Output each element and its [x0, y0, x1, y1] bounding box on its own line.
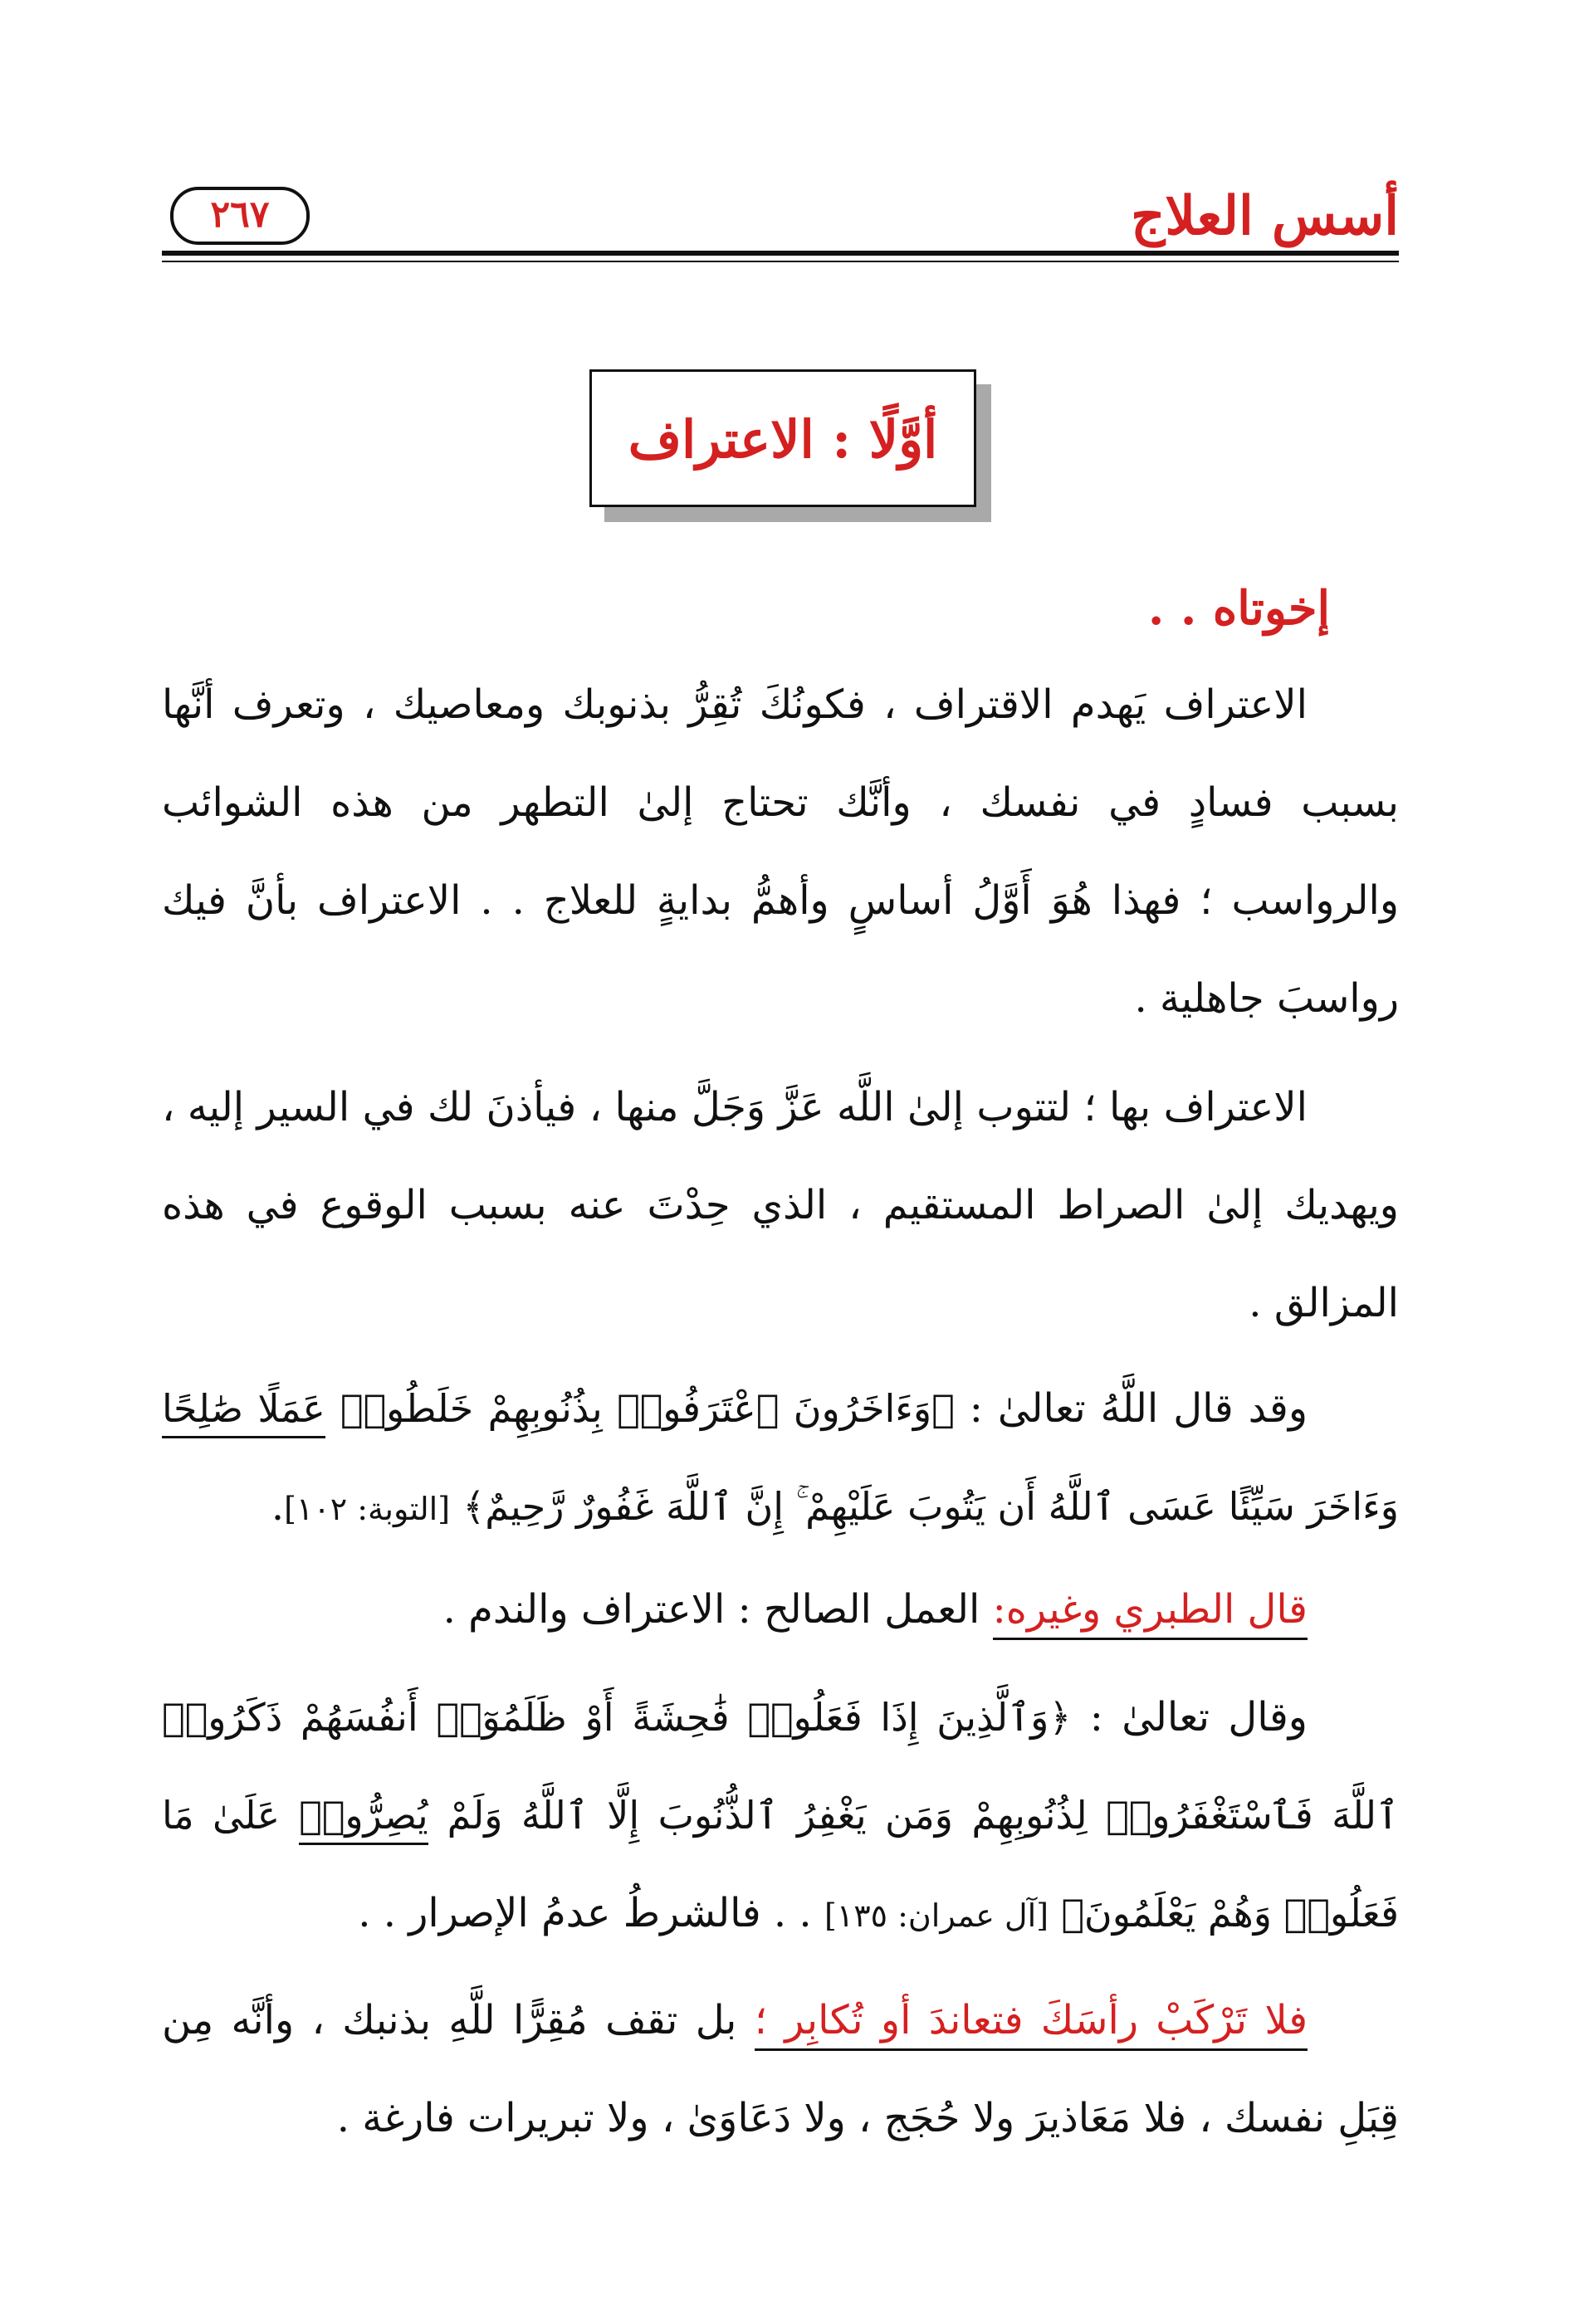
paragraph-5-tail: . . فالشرطُ عدمُ الإصرار . .	[358, 1890, 812, 1936]
header-rule-thin	[162, 261, 1399, 262]
running-title: أسس العلاج	[1131, 185, 1399, 247]
section-title: أوَّلًا : الاعتراف	[628, 409, 938, 470]
sentence-end: .	[271, 1483, 285, 1530]
quran-verse-part: عَلَىٰ مَا فَعَلُوا۟ وَهُمْ يَعْلَمُونَ﴾	[162, 1793, 1399, 1936]
quran-verse-part: ﴿وَٱلَّذِينَ إِذَا فَعَلُوا۟ فَٰحِشَةً أَوْ ظَلَمُوٓا۟ أَنفُسَهُمْ ذَكَرُوا۟ ٱللَّهَ فَٱسْتَغْفَرُوا۟ لِذُنُوبِهِمْ وَمَن يَغْفِرُ ٱلذُّنُوبَ إِلَّا ٱللَّهُ وَلَمْ	[162, 1695, 1399, 1838]
quran-verse-part: ﴿وَءَاخَرُونَ ٱعْتَرَفُوا۟ بِذُنُوبِهِمْ خَلَطُوا۟	[340, 1386, 955, 1431]
header-rule-thick	[162, 251, 1399, 256]
paragraph-6	[162, 1971, 1399, 2167]
paragraph-4	[162, 1560, 1399, 1658]
paragraph-3	[162, 1360, 1399, 1558]
paragraph-2: الاعتراف بها ؛ لتتوب إلىٰ اللَّه عَزَّ وَجَلَّ منها ، فيأذنَ لك في السير إليه ، ويهديك إلىٰ الصراط المستقيم ، الذي حِدْتَ عنه بسبب الوقوع في هذه المزالق .	[162, 1084, 1399, 1326]
verse-intro: وقد قال اللَّهُ تعالىٰ :	[969, 1385, 1308, 1432]
underlined-verse-phrase: يُصِرُّوا۟	[299, 1793, 428, 1845]
paragraph-1: الاعتراف يَهدم الاقتراف ، فكونُكَ تُقِرُّ بذنوبك ومعاصيك ، وتعرف أنَّها بسبب فسادٍ في نفسك ، وأنَّك تحتاج إلىٰ التطهر من هذه الشوائب والرواسب ؛ فهذا هُوَ أَوَّلُ أساسٍ وأهمُّ بدايةٍ للعلاج . . الاعتراف بأنَّ فيك رواسبَ جاهلية .	[162, 681, 1399, 1022]
tabari-citation: قال الطبري وغيره:	[993, 1586, 1308, 1640]
section-title-box	[589, 369, 976, 507]
verse-intro: وقال تعالىٰ :	[1089, 1694, 1308, 1741]
page-number: ٢٦٧	[170, 187, 310, 245]
verse-reference: [آل عمران: ١٣٥]	[824, 1897, 1049, 1934]
page-header	[162, 162, 1399, 253]
quran-verse-part: وَءَاخَرَ سَيِّئًا عَسَى ٱللَّهُ أَن يَتُوبَ عَلَيْهِمْ ۚ إِنَّ ٱللَّهَ غَفُورٌ رَّحِيمٌ﴾	[462, 1484, 1399, 1529]
address-heading: إخوتاه . .	[1147, 581, 1330, 636]
paragraph-6-text: بل تقف مُقِرًّا للَّهِ بذنبك ، وأنَّه مِن قِبَلِ نفسك ، فلا مَعَاذيرَ ولا حُجَج ، ولا دَعَاوَىٰ ، ولا تبريرات فارغة .	[162, 1997, 1399, 2141]
paragraph-5	[162, 1668, 1399, 1965]
verse-reference: [التوبة: ١٠٢]	[284, 1491, 451, 1527]
paragraph-4-text: العمل الصالح : الاعتراف والندم .	[442, 1586, 980, 1633]
underlined-verse-phrase: عَمَلًا صَٰلِحًا	[162, 1386, 325, 1438]
red-phrase: فلا تَرْكَبْ رأسَكَ فتعاندَ أو تُكابِر ؛	[755, 1997, 1308, 2051]
